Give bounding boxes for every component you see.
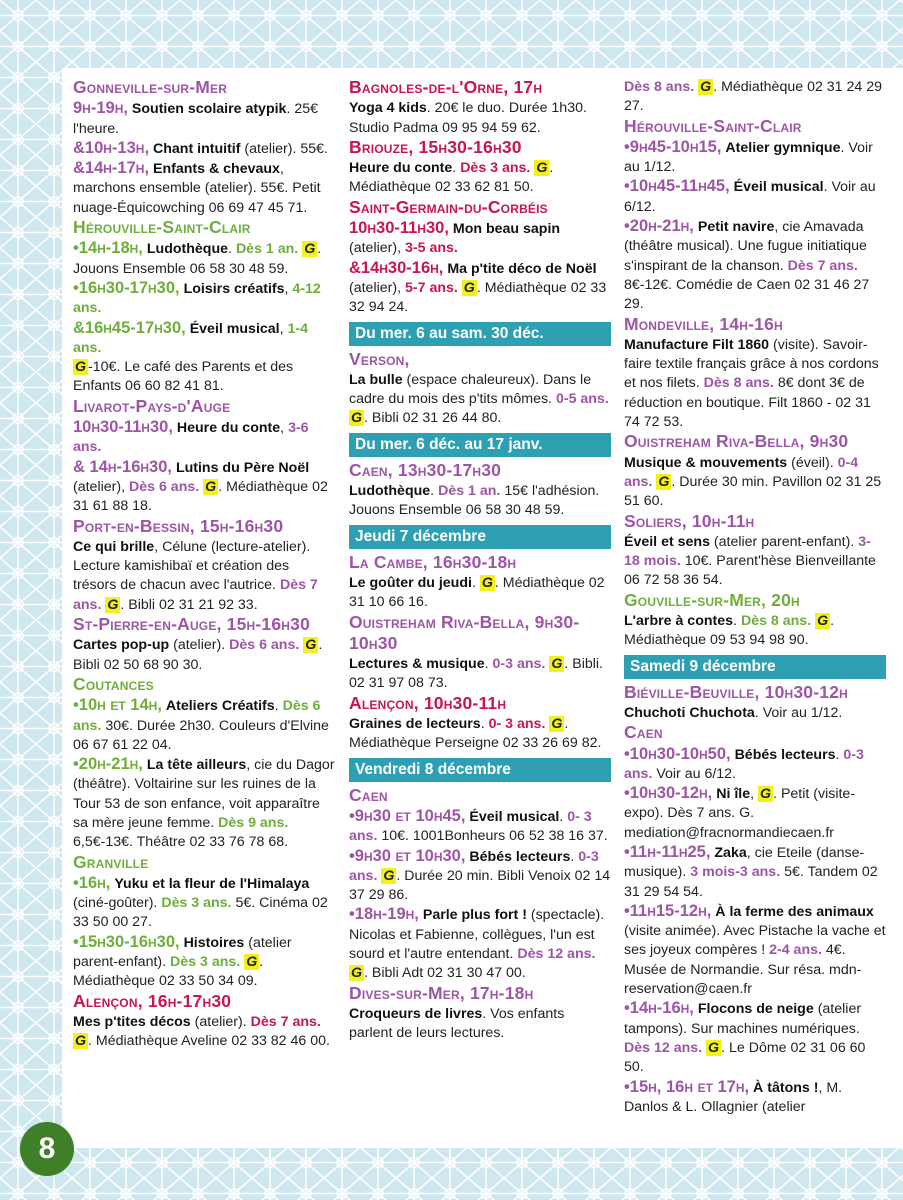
event-title: Graines de lecteurs — [349, 716, 481, 733]
date-heading: Samedi 9 décembre — [624, 655, 886, 679]
event-title: Heure du conte — [349, 160, 453, 177]
free-badge: G — [760, 786, 772, 803]
event-info: 10€. Parent'hèse Bienveillante 06 72 58 36 54. — [624, 553, 876, 589]
event-detail: . 20€ le duo. Durée 1h30. Studio Padma 09 95 94 59 62. — [349, 100, 587, 136]
event-listing — [349, 482, 611, 521]
event-title: Manufacture Filt 1860 — [624, 336, 770, 353]
event-detail: (atelier parent-enfant). — [73, 934, 292, 971]
date-heading: Jeudi 7 décembre — [349, 525, 611, 549]
event-info: . Petit (visite- expo). Dès 7 ans. G. mediation@fracnormandiecaen.fr — [624, 786, 856, 841]
free-badge: G — [817, 613, 829, 630]
event-title: La tête ailleurs — [146, 757, 247, 774]
event-detail: (atelier parent-enfant). — [709, 533, 855, 550]
age-range: Dès 12 ans. — [624, 1039, 703, 1056]
event-title: Ludothèque — [146, 241, 229, 258]
event-info: . Médiathèque 09 53 94 98 90. — [624, 613, 835, 649]
event-title: Le goûter du jeudi — [349, 574, 472, 591]
event-title: Bébés lecteurs — [734, 746, 836, 763]
town-heading — [624, 723, 886, 744]
page-number: 8 — [20, 1122, 74, 1176]
event-detail: (espace chaleureux). Dans le cadre du mois des p'tits mômes. — [349, 371, 592, 408]
age-range: Dès 6 ans. — [229, 637, 300, 654]
age-range: Dès 3 ans. — [460, 160, 531, 177]
event-detail: (atelier). — [190, 1013, 247, 1030]
town-name: Alençon, 16h-17h30 — [73, 990, 232, 1011]
event-detail: . — [733, 613, 737, 630]
age-range: 3-6 ans. — [73, 420, 309, 456]
event-detail: (atelier), — [349, 279, 402, 296]
event-listing — [624, 784, 886, 843]
event-time: •16h, — [73, 873, 111, 892]
event-listing — [349, 219, 611, 259]
town-heading — [349, 350, 611, 371]
age-range: 3-18 mois. — [624, 533, 871, 570]
event-time: •9h30 et 10h30, — [349, 846, 466, 865]
event-listing — [73, 159, 335, 218]
event-listing — [73, 696, 335, 755]
event-detail: , cie Amavada (théâtre musical). Une fugue initiatique s'inspirant de la chanson. — [624, 219, 867, 274]
column-3 — [624, 78, 886, 1117]
event-time: &16h45-17h30, — [73, 318, 186, 337]
event-listing — [73, 755, 335, 852]
free-badge: G — [658, 473, 670, 490]
event-listing — [624, 902, 886, 999]
town-heading — [624, 591, 886, 612]
town-name: Gouville-sur-Mer, 20h — [624, 589, 800, 610]
event-info: . Médiathèque 02 31 24 29 27. — [624, 79, 883, 115]
event-listing — [349, 905, 611, 983]
age-range: 5-7 ans. — [405, 279, 458, 296]
event-time: •15h, 16h et 17h, — [624, 1077, 750, 1096]
event-detail: (atelier), — [73, 478, 126, 495]
event-time: &10h-13h, — [73, 138, 150, 157]
event-info: 8€ dont 3€ de réduction en boutique. Filt 1860 - 02 31 74 72 53. — [624, 375, 871, 431]
event-detail: (atelier). — [169, 637, 226, 654]
event-listing — [73, 1013, 335, 1052]
town-heading — [349, 786, 611, 807]
event-info: . Durée 30 min. Pavillon 02 31 25 51 60. — [624, 473, 882, 510]
free-badge: G — [246, 954, 258, 971]
event-info: . Bibli. 02 31 97 08 73. — [349, 656, 603, 692]
event-detail: , cie du Dagor (théâtre). Voltairine sur les ruines de la Tour 53 de son enfance, voit apparaître sa mère jeune femme. — [73, 757, 335, 831]
town-name: Hérouville-Saint-Clair — [624, 115, 802, 136]
event-time: •10h45-11h45, — [624, 177, 730, 196]
event-time: •10h30-12h, — [624, 784, 713, 803]
event-listing — [73, 874, 335, 933]
event-title: Ce qui brille — [73, 538, 155, 555]
event-listing — [624, 217, 886, 314]
event-info: . Le Dôme 02 31 06 60 50. — [624, 1039, 866, 1076]
event-detail: . — [835, 746, 840, 763]
event-title: Parle plus fort ! — [422, 907, 527, 924]
event-listing — [624, 138, 886, 178]
age-range: Dès 3 ans. — [170, 954, 241, 971]
event-detail: , Célune (lecture-atelier). Lecture kamishibaï et création des trésors de chacun avec l'autrice. — [73, 538, 311, 594]
event-listing — [73, 139, 335, 159]
event-time: •14h-16h, — [624, 999, 694, 1018]
event-info: 5€. Tandem 02 31 29 54 54. — [624, 864, 878, 900]
age-range: Dès 8 ans. — [740, 613, 812, 630]
age-range: 0- 3 ans. — [488, 716, 546, 733]
event-listing — [624, 745, 886, 785]
event-listing — [624, 1078, 886, 1118]
event-listing — [349, 99, 611, 138]
town-name: Dives-sur-Mer, 17h-18h — [349, 982, 534, 1003]
event-title: Enfants & chevaux — [153, 161, 280, 178]
event-detail: (atelier tampons). Sur machines numériques. — [624, 1001, 862, 1037]
event-detail: , — [284, 280, 289, 297]
event-title: Éveil et sens — [624, 533, 710, 550]
age-range: 4-12 ans. — [73, 280, 321, 317]
event-listing — [73, 458, 335, 517]
free-badge: G — [708, 1039, 720, 1056]
event-title: Yoga 4 kids — [349, 100, 427, 117]
column-1 — [73, 78, 335, 1052]
event-listing — [624, 843, 886, 902]
event-listing — [73, 239, 335, 279]
free-badge: G — [351, 965, 363, 982]
town-heading — [73, 992, 335, 1013]
event-title: Atelier gymnique — [725, 139, 841, 156]
town-name: Saint-Germain-du-Corbéis — [349, 196, 548, 217]
town-name: Verson, — [349, 348, 410, 369]
event-title: Soutien scolaire atypik — [131, 101, 287, 118]
age-range: Dès 8 ans. — [703, 375, 774, 392]
town-name: Caen — [349, 784, 388, 805]
event-time: & 14h-16h30, — [73, 457, 172, 476]
event-title: Éveil musical — [469, 808, 560, 825]
event-detail: (éveil). — [787, 454, 834, 471]
age-range: 0-5 ans. — [555, 391, 609, 408]
event-title: Mes p'tites décos — [73, 1013, 191, 1030]
event-title: Bébés lecteurs — [469, 848, 571, 865]
town-name: Ouistreham Riva-Bella, 9h30-10h30 — [349, 611, 580, 653]
town-name: Hérouville-Saint-Clair — [73, 217, 251, 238]
event-detail: . Voir au 1/12. — [754, 704, 843, 721]
town-heading — [73, 615, 335, 636]
event-listing — [73, 319, 335, 359]
event-info: . Durée 20 min. Bibli Venoix 02 14 37 29 86. — [349, 867, 611, 904]
event-info: . Bibli Adt 02 31 30 47 00. — [364, 965, 526, 982]
date-heading: Du mer. 6 déc. au 17 janv. — [349, 433, 611, 457]
town-heading — [73, 675, 335, 696]
event-info: -10€. Le café des Parents et des Enfants 06 60 82 41 81. — [73, 359, 294, 395]
event-listing — [624, 454, 886, 512]
event-listing — [349, 1005, 611, 1044]
event-detail: . — [570, 848, 575, 865]
event-detail: . — [452, 160, 457, 177]
event-time: •20h-21h, — [624, 217, 694, 236]
event-listing — [349, 715, 611, 754]
event-title: À la ferme des animaux — [715, 903, 874, 920]
age-range: Dès 6 ans. — [129, 478, 200, 495]
event-time: 10h30-11h30, — [73, 418, 173, 437]
town-heading — [624, 512, 886, 533]
event-listing — [349, 655, 611, 694]
event-time: 9h-19h, — [73, 99, 128, 118]
free-badge: G — [481, 574, 493, 591]
event-detail: , — [750, 786, 755, 803]
event-title: La bulle — [349, 371, 403, 388]
event-title: Yuku et la fleur de l'Himalaya — [114, 875, 310, 892]
event-time: 10h30-11h30, — [349, 219, 449, 238]
town-name: Soliers, 10h-11h — [624, 510, 755, 531]
event-title: Petit navire — [697, 219, 775, 236]
free-badge: G — [304, 241, 316, 258]
town-heading — [73, 397, 335, 418]
event-detail: . — [484, 656, 489, 673]
event-title: Ateliers Créatifs — [165, 698, 275, 715]
event-time: •18h-19h, — [349, 905, 419, 924]
town-name: Alençon, 10h30-11h — [349, 692, 507, 713]
event-detail: , — [280, 420, 285, 437]
age-range: Dès 7 ans. — [250, 1013, 321, 1030]
event-detail: , M. Danlos & L. Ollagnier (atelier — [624, 1079, 843, 1115]
free-badge: G — [75, 1033, 87, 1050]
free-badge: G — [463, 279, 475, 296]
event-info: 8€-12€. Comédie de Caen 02 31 46 27 29. — [624, 276, 870, 313]
event-listing — [73, 99, 335, 139]
town-heading — [73, 517, 335, 538]
event-title: Zaka — [714, 844, 747, 861]
event-listing — [73, 636, 335, 675]
age-range: Dès 3 ans. — [161, 895, 232, 912]
free-badge: G — [536, 160, 548, 177]
event-listing — [349, 259, 611, 318]
event-listing — [624, 704, 886, 723]
event-time: •16h30-17h30, — [73, 278, 180, 297]
town-heading — [349, 198, 611, 219]
event-time: &14h30-16h, — [349, 258, 444, 277]
event-time: •20h-21h, — [73, 755, 143, 774]
event-time: •9h45-10h15, — [624, 137, 722, 156]
event-listing — [624, 612, 886, 651]
age-range: Dès 12 ans. — [517, 945, 596, 962]
event-info: . Médiathèque 02 33 50 34 09. — [73, 954, 264, 990]
event-listing — [349, 371, 611, 429]
event-info: 4€. Musée de Normandie. Sur résa. mdn-reservation@caen.fr — [624, 942, 862, 998]
event-detail: . — [274, 698, 279, 715]
town-name: Mondeville, 14h-16h — [624, 313, 783, 334]
event-title: Lectures & musique — [349, 656, 485, 673]
age-range: Dès 1 an. — [438, 483, 501, 500]
event-info: . Jouons Ensemble 06 58 30 48 59. — [73, 241, 322, 277]
town-name: Ouistreham Riva-Bella, 9h30 — [624, 431, 849, 452]
event-listing — [73, 279, 335, 319]
event-info: . Médiathèque Aveline 02 33 82 46 00. — [88, 1033, 330, 1050]
age-range: 3-5 ans. — [405, 240, 458, 257]
event-time: •11h-11h25, — [624, 842, 711, 861]
age-range: 0- 3 ans. — [349, 808, 592, 845]
event-info: 15€ l'adhésion. Jouons Ensemble 06 58 30 48 59. — [349, 483, 600, 519]
event-title: À tâtons ! — [753, 1079, 819, 1096]
event-info: 30€. Durée 2h30. Couleurs d'Elvine 06 67 61 22 04. — [73, 717, 329, 753]
town-heading — [349, 138, 611, 159]
event-info: . Médiathèque 02 33 62 81 50. — [349, 160, 554, 196]
event-detail: . Vos enfants parlent de leurs lectures. — [349, 1005, 565, 1042]
age-range: Dès 7 ans. — [787, 257, 858, 274]
event-detail: . — [430, 483, 435, 500]
event-title: Musique & mouvements — [624, 454, 788, 471]
age-range: 0-3 ans. — [624, 746, 864, 782]
age-range: 0-3 ans. — [492, 656, 546, 673]
age-range: Dès 8 ans. — [624, 79, 695, 95]
age-range: 0-3 ans. — [349, 848, 599, 884]
free-badge: G — [383, 867, 395, 884]
event-title: Éveil musical — [733, 179, 824, 196]
town-name: Gonneville-sur-Mer — [73, 77, 228, 97]
free-badge: G — [551, 656, 563, 673]
free-badge: G — [205, 478, 217, 495]
event-listing — [624, 177, 886, 217]
town-heading — [349, 78, 611, 99]
event-info: . Médiathèque 02 31 10 66 16. — [349, 574, 605, 611]
event-listing — [73, 933, 335, 992]
town-name: Granville — [73, 851, 149, 872]
age-range: 1-4 ans. — [73, 320, 309, 356]
event-listing — [349, 847, 611, 906]
event-info: . Bibli 02 31 26 44 80. — [364, 410, 502, 427]
town-heading — [624, 117, 886, 138]
event-title: Heure du conte — [176, 420, 281, 437]
event-listing — [624, 78, 886, 117]
free-badge: G — [107, 596, 119, 613]
column-2 — [349, 78, 611, 1043]
date-heading: Vendredi 8 décembre — [349, 758, 611, 782]
town-heading — [624, 683, 886, 704]
town-name: Briouze, 15h30-16h30 — [349, 136, 522, 157]
event-listing — [73, 358, 335, 397]
event-detail: . 25€ l'heure. — [73, 101, 319, 137]
event-time: •10h30-10h50, — [624, 744, 731, 763]
age-range: 0-4 ans. — [624, 454, 859, 490]
event-title: Ma p'tite déco de Noël — [447, 260, 597, 277]
event-info: . Médiathèque 02 33 32 94 24. — [349, 279, 607, 316]
town-name: La Cambe, 16h30-18h — [349, 551, 517, 572]
event-detail: , marchons ensemble (atelier). 55€. Petit nuage-Équicowching 06 69 47 45 71. — [73, 161, 321, 216]
event-info: . Médiathèque Perseigne 02 33 26 69 82. — [349, 716, 602, 752]
free-badge: G — [75, 359, 87, 376]
event-info: . Bibli 02 31 21 92 33. — [120, 596, 258, 613]
event-time: •11h15-12h, — [624, 901, 712, 920]
age-range: 3 mois-3 ans. — [690, 864, 781, 881]
free-badge: G — [700, 79, 712, 95]
age-range: 2-4 ans. — [769, 942, 822, 959]
event-title: Histoires — [183, 934, 245, 951]
town-name: Bagnoles-de-l'Orne, 17h — [349, 77, 543, 97]
event-time: •10h et 14h, — [73, 696, 162, 715]
event-info: 10€. 1001Bonheurs 06 52 38 16 37. — [377, 828, 608, 845]
age-range: Dès 1 an. — [235, 241, 299, 258]
event-listing — [349, 574, 611, 613]
event-title: L'arbre à contes — [624, 613, 734, 630]
town-name: Caen, 13h30-17h30 — [349, 459, 502, 480]
event-title: Ni île — [716, 786, 751, 803]
town-heading — [349, 694, 611, 715]
event-detail: , cie Eteile (danse-musique). — [624, 844, 865, 881]
free-badge: G — [305, 637, 317, 654]
event-title: Éveil musical — [189, 320, 280, 337]
event-listing — [349, 807, 611, 847]
town-heading — [624, 432, 886, 453]
event-title: Mon beau sapin — [452, 221, 561, 238]
town-name: Port-en-Bessin, 15h-16h30 — [73, 515, 284, 536]
event-time: &14h-17h, — [73, 159, 150, 178]
town-heading — [349, 613, 611, 656]
event-detail: , — [279, 320, 284, 337]
free-badge: G — [551, 716, 563, 733]
event-title: Croqueurs de livres — [349, 1005, 483, 1022]
event-detail: . — [228, 241, 232, 258]
event-detail: . — [480, 716, 485, 733]
event-detail: (visite animée). Avec Pistache la vache et ses joyeux compères ! — [624, 923, 886, 959]
town-name: Coutances — [73, 673, 154, 694]
town-heading — [73, 218, 335, 239]
event-info: Voir au 6/12. — [652, 765, 736, 782]
event-title: Ludothèque — [349, 483, 431, 500]
event-time: •14h-18h, — [73, 239, 143, 258]
event-detail: . — [471, 574, 476, 591]
town-heading — [349, 461, 611, 482]
event-info: 5€. Cinéma 02 33 50 00 27. — [73, 895, 328, 931]
event-info: . Médiathèque 02 31 61 88 18. — [73, 478, 328, 515]
town-heading — [349, 553, 611, 574]
event-detail: . — [559, 808, 564, 825]
event-title: Cartes pop-up — [73, 637, 170, 654]
town-name: St-Pierre-en-Auge, 15h-16h30 — [73, 614, 311, 635]
town-heading — [73, 78, 335, 99]
event-listing — [73, 538, 335, 615]
event-listing — [624, 336, 886, 432]
event-title: Loisirs créatifs — [183, 280, 285, 297]
age-range: Dès 6 ans. — [73, 698, 321, 734]
town-heading — [73, 853, 335, 874]
event-time: •9h30 et 10h45, — [349, 806, 466, 825]
town-heading — [349, 984, 611, 1005]
date-heading: Du mer. 6 au sam. 30 déc. — [349, 322, 611, 346]
event-detail: (ciné-goûter). — [73, 895, 158, 912]
age-range: Dès 9 ans. — [218, 814, 289, 831]
event-detail: . Voir au 6/12. — [624, 179, 876, 215]
event-info: . Bibli 02 50 68 90 30. — [73, 637, 323, 673]
event-detail: (spectacle). Nicolas et Fabienne, collègues, l'un est sourd et l'autre entendant. — [349, 907, 605, 962]
event-time: •15h30-16h30, — [73, 932, 180, 951]
event-listing — [624, 533, 886, 591]
town-name: Livarot-Pays-d'Auge — [73, 395, 231, 416]
event-title: Flocons de neige — [697, 1001, 814, 1018]
event-title: Chuchoti Chuchota — [624, 704, 755, 721]
event-title: Chant intuitif — [153, 140, 241, 157]
event-info: 6,5€-13€. Théâtre 02 33 76 78 68. — [73, 834, 289, 851]
town-name: Biéville-Beuville, 10h30-12h — [624, 681, 848, 702]
event-detail: (atelier). 55€. — [240, 140, 328, 157]
event-title: Lutins du Père Noël — [175, 459, 310, 476]
event-listing — [349, 159, 611, 198]
free-badge: G — [351, 410, 363, 427]
age-range: Dès 7 ans. — [73, 577, 318, 613]
event-listing — [73, 418, 335, 458]
town-heading — [624, 315, 886, 336]
town-name: Caen — [624, 722, 663, 743]
event-detail: (atelier), — [349, 240, 402, 257]
event-listing — [624, 999, 886, 1077]
event-detail: (visite). Savoir-faire textile français grâce à nos cordons et nos filets. — [624, 336, 879, 392]
event-detail: . Voir au 1/12. — [624, 139, 873, 176]
